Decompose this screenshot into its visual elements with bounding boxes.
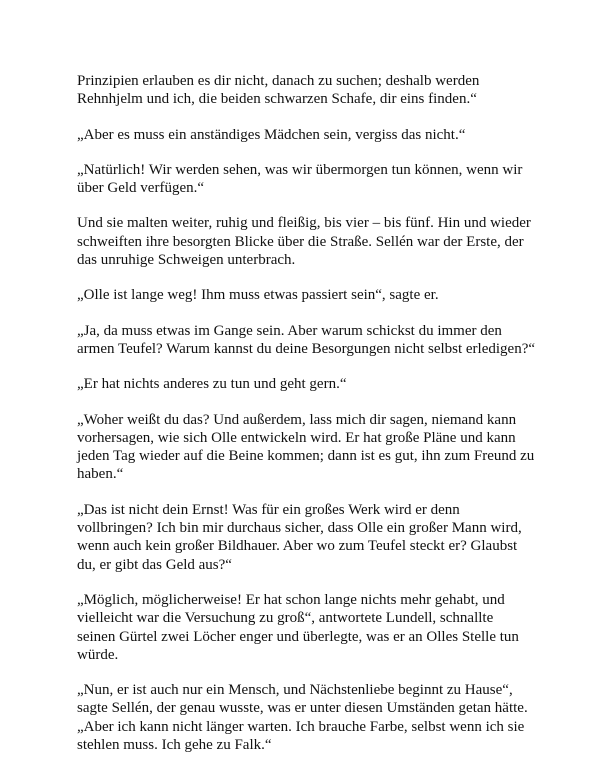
text-line: „Er hat nichts anderes zu tun und geht gern.“ (77, 376, 347, 393)
text-line: „Möglich, möglicherweise! Er hat schon lange nichts mehr gehabt, und (77, 591, 505, 608)
paragraph (77, 286, 532, 304)
paragraph (77, 72, 532, 109)
text-line: armen Teufel? Warum kannst du deine Besorgungen nicht selbst erledigen?“ (77, 340, 536, 357)
text-line: „Ja, da muss etwas im Gange sein. Aber warum schickst du immer den (77, 322, 502, 339)
text-line: vorhersagen, wie sich Olle entwickeln wird. Er hat große Pläne und kann (77, 429, 516, 446)
text-line: du, er gibt das Geld aus?“ (77, 556, 232, 573)
paragraph (77, 161, 532, 198)
text-line: seinen Gürtel zwei Löcher enger und überlegte, was er an Olles Stelle tun (77, 628, 519, 645)
paragraph (77, 591, 532, 664)
text-line: jeden Tag wieder auf die Beine kommen; dann ist es gut, ihn zum Freund zu (77, 448, 535, 465)
text-line: „Olle ist lange weg! Ihm muss etwas passiert sein“, sagte er. (77, 287, 439, 304)
text-line: sagte Sellén, der genau wusste, was er unter diesen Umständen getan hätte. (77, 700, 528, 717)
text-line: vollbringen? Ich bin mir durchaus sicher, dass Olle ein großer Mann wird, (77, 520, 522, 537)
paragraph (77, 214, 532, 269)
paragraph (77, 681, 532, 754)
body-text (77, 72, 536, 771)
text-line: das unruhige Schweigen unterbrach. (77, 252, 296, 269)
text-line: haben.“ (77, 466, 124, 483)
text-line: „Woher weißt du das? Und außerdem, lass mich dir sagen, niemand kann (77, 411, 517, 428)
paragraph (77, 322, 536, 359)
text-line: stehlen muss. Ich gehe zu Falk.“ (77, 737, 272, 754)
text-line: „Das ist nicht dein Ernst! Was für ein großes Werk wird er denn (77, 501, 460, 518)
text-line: würde. (77, 646, 119, 663)
paragraph (77, 126, 532, 144)
text-line: Prinzipien erlauben es dir nicht, danach zu suchen; deshalb werden (77, 73, 480, 89)
text-line: vielleicht war die Versuchung zu groß“, antwortete Lundell, schnallte (77, 610, 494, 627)
paragraph (77, 411, 535, 484)
text-line: über Geld verfügen.“ (77, 180, 205, 197)
text-line: „Natürlich! Wir werden sehen, was wir übermorgen tun können, wenn wir (77, 161, 523, 178)
text-line: wenn auch kein großer Bildhauer. Aber wo zum Teufel steckt er? Glaubst (77, 538, 518, 555)
paragraph (77, 501, 532, 574)
text-line: „Nun, er ist auch nur ein Mensch, und Nächstenliebe beginnt zu Hause“, (77, 682, 513, 699)
text-line: Und sie malten weiter, ruhig und fleißig, bis vier – bis fünf. Hin und wieder (77, 215, 531, 232)
paragraph (77, 375, 532, 393)
text-line: schweiften ihre besorgten Blicke über die Straße. Sellén war der Erste, der (77, 233, 524, 250)
text-line: Rehnhjelm und ich, die beiden schwarzen Schafe, dir eins finden.“ (77, 91, 477, 108)
text-line: „Aber es muss ein anständiges Mädchen sein, vergiss das nicht.“ (77, 126, 466, 143)
text-line: „Aber ich kann nicht länger warten. Ich brauche Farbe, selbst wenn ich sie (77, 718, 525, 735)
